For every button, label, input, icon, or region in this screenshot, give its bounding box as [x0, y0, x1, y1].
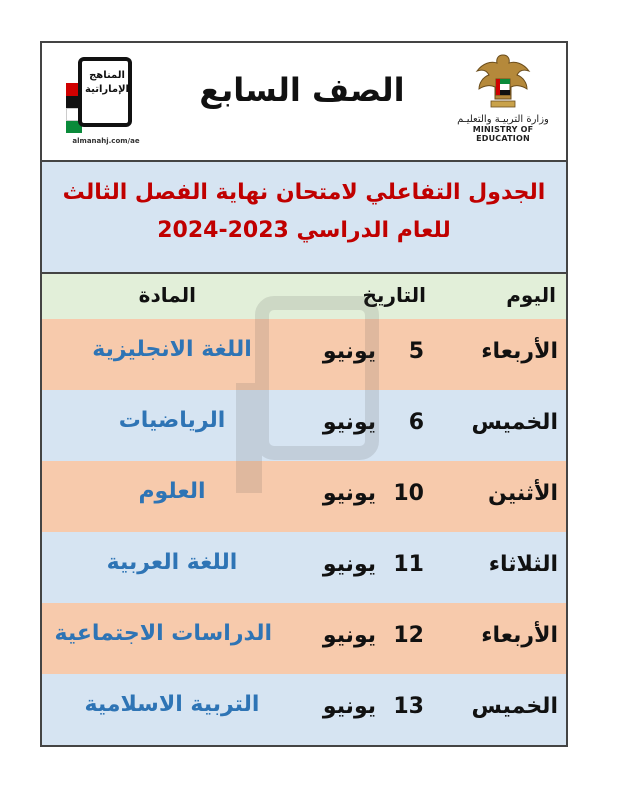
date-number-cell: 5 [408, 339, 424, 364]
table-row [42, 674, 566, 745]
day-cell: الأربعاء [481, 339, 558, 364]
table-row [42, 319, 566, 390]
ministry-name-en: MINISTRY OF EDUCATION [472, 125, 534, 143]
table-row [42, 461, 566, 532]
falcon-emblem-icon [471, 49, 535, 113]
subject-cell: الدراسات الاجتماعية [54, 621, 272, 646]
month-cell: يونيو [322, 694, 376, 719]
date-number-cell: 11 [393, 552, 424, 577]
header [42, 43, 566, 162]
subject-cell: التربية الاسلامية [84, 692, 260, 717]
almanahj-logo [64, 53, 148, 157]
date-number-cell: 12 [393, 623, 424, 648]
subject-cell: الرياضيات [118, 408, 226, 433]
day-cell: الخميس [471, 694, 558, 719]
column-header-row [42, 274, 566, 319]
month-cell: يونيو [322, 552, 376, 577]
day-cell: الخميس [471, 410, 558, 435]
day-cell: الأربعاء [481, 623, 558, 648]
date-number-cell: 10 [393, 481, 424, 506]
month-cell: يونيو [322, 339, 376, 364]
subject-cell: اللغة الانجليزية [92, 337, 252, 362]
ministry-logo [448, 49, 558, 153]
table-row [42, 603, 566, 674]
subject-cell: العلوم [138, 479, 206, 504]
table-row [42, 390, 566, 461]
brand-name: المناهج الإماراتية [85, 70, 129, 95]
date-number-cell: 6 [408, 410, 424, 435]
column-header-subject: المادة [138, 283, 196, 307]
exam-schedule-sheet [40, 41, 568, 747]
column-header-date: التاريخ [362, 283, 426, 307]
ministry-name-ar: وزارة التربيـة والتعليـم [457, 114, 549, 125]
month-cell: يونيو [322, 410, 376, 435]
subtitle-line1: الجدول التفاعلي لامتحان نهاية الفصل الثالث [62, 180, 546, 205]
month-cell: يونيو [322, 623, 376, 648]
subject-cell: اللغة العربية [106, 550, 238, 575]
day-cell: الأثنين [488, 481, 558, 506]
grade-title: الصف السابع [199, 71, 405, 109]
brand-url: almanahj.com/ae [72, 137, 140, 145]
subtitle-line2: للعام الدراسي 2023-2024 [157, 218, 451, 243]
subtitle-band [42, 162, 566, 274]
column-header-day: اليوم [506, 283, 556, 307]
day-cell: الثلاثاء [488, 552, 558, 577]
month-cell: يونيو [322, 481, 376, 506]
table-row [42, 532, 566, 603]
date-number-cell: 13 [393, 694, 424, 719]
